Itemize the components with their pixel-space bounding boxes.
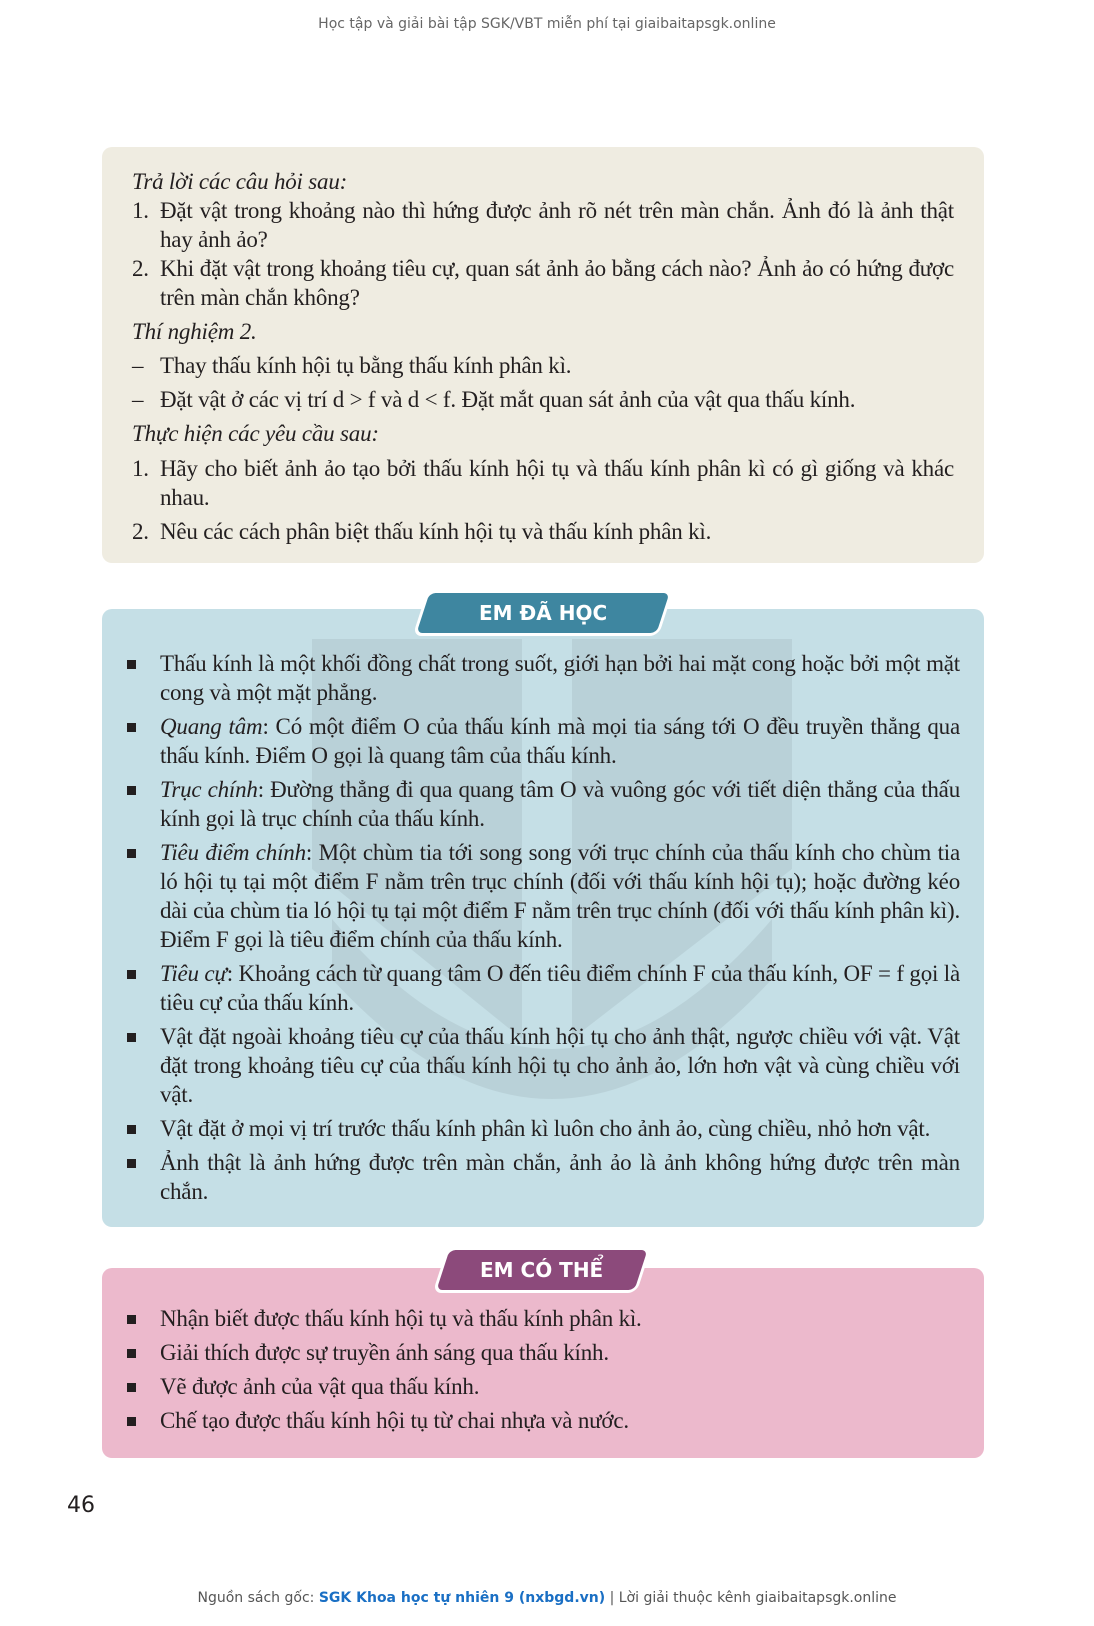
term: Tiêu điểm chính [160,840,306,865]
bullet-square [126,838,160,954]
can-list [126,1304,960,1440]
requirement-number: 1. [132,456,149,481]
page-number: 46 [67,1493,95,1518]
requirement-item [132,517,954,546]
list-item [126,649,960,707]
can-box [102,1268,984,1458]
bullet-square [126,1304,160,1333]
item-text: Nhận biết được thấu kính hội tụ và thấu kính phân kì. [160,1306,642,1331]
term: Tiêu cự [160,961,227,986]
footer-prefix: Nguồn sách gốc: [197,1590,319,1606]
list-item [126,1022,960,1109]
bullet-square [126,959,160,1017]
bullet-square [126,1372,160,1401]
step-text: Thay thấu kính hội tụ bằng thấu kính phân kì. [160,353,572,378]
list-item-text [160,712,960,770]
list-item [126,959,960,1017]
list-item [126,1148,960,1206]
list-item [126,775,960,833]
learned-title-tab [417,593,670,633]
item-text: : Khoảng cách từ quang tâm O đến tiêu điểm chính F của thấu kính, OF = f gọi là tiêu cự của thấu kính. [160,961,960,1015]
bullet-square [126,1338,160,1367]
item-text: : Có một điểm O của thấu kính mà mọi tia sáng tới O đều truyền thẳng qua thấu kính. Điểm O gọi là quang tâm của thấu kính. [160,714,960,768]
tasks-intro: Trả lời các câu hỏi sau: [132,169,348,194]
bullet-square [126,1022,160,1109]
item-text: Vật đặt ngoài khoảng tiêu cự của thấu kính hội tụ cho ảnh thật, ngược chiều với vật. Vật đặt trong khoảng tiêu cự của thấu kính hội tụ cho ảnh ảo, lớn hơn vật và cùng chiều với vật. [160,1024,960,1107]
question-number: 1. [132,198,149,223]
bullet-square [126,775,160,833]
item-text: Chế tạo được thấu kính hội tụ từ chai nhựa và nước. [160,1408,629,1433]
list-item [126,1304,960,1333]
requirement-text: Nêu các cách phân biệt thấu kính hội tụ và thấu kính phân kì. [160,519,712,544]
item-text: Thấu kính là một khối đồng chất trong suốt, giới hạn bởi hai mặt cong hoặc bởi một mặt cong và một mặt phẳng. [160,651,960,705]
list-item [126,712,960,770]
list-item-text [160,1114,960,1143]
requirement-number: 2. [132,519,149,544]
list-item-text [160,775,960,833]
bullet-square [126,649,160,707]
term: Quang tâm [160,714,263,739]
can-title: EM CÓ THỂ [480,1258,604,1282]
step-item [132,385,954,414]
item-text: Vẽ được ảnh của vật qua thấu kính. [160,1374,480,1399]
bullet-square [126,1114,160,1143]
step-dash: – [132,387,144,412]
item-text: Ảnh thật là ảnh hứng được trên màn chắn, ảnh ảo là ảnh không hứng được trên màn chắn. [160,1150,960,1204]
question-item [132,254,954,312]
page-header: Học tập và giải bài tập SGK/VBT miễn phí tại giaibaitapsgk.online [318,16,776,32]
source-link[interactable]: SGK Khoa học tự nhiên 9 (nxbgd.vn) [318,1590,606,1606]
footer-suffix: | Lời giải thuộc kênh giaibaitapsgk.online [605,1590,897,1606]
bullet-square [126,1148,160,1206]
step-dash: – [132,353,144,378]
tasks-box [102,147,984,563]
list-item-text [160,1148,960,1206]
learned-box [102,609,984,1227]
experiment-title: Thí nghiệm 2. [132,319,257,344]
requirement-text: Hãy cho biết ảnh ảo tạo bởi thấu kính hội tụ và thấu kính phân kì có gì giống và khác nhau. [160,456,954,510]
bullet-square [126,712,160,770]
question-item [132,196,954,254]
list-item [126,1372,960,1401]
learned-title: EM ĐÃ HỌC [478,601,608,625]
item-text: Vật đặt ở mọi vị trí trước thấu kính phân kì luôn cho ảnh ảo, cùng chiều, nhỏ hơn vật. [160,1116,931,1141]
requirement-item [132,454,954,512]
requirements-intro: Thực hiện các yêu cầu sau: [132,421,379,446]
list-item-text [160,959,960,1017]
term: Trục chính [160,777,258,802]
question-text: Đặt vật trong khoảng nào thì hứng được ảnh rõ nét trên màn chắn. Ảnh đó là ảnh thật hay ảnh ảo? [160,198,954,252]
item-text: Giải thích được sự truyền ánh sáng qua thấu kính. [160,1340,609,1365]
step-text: Đặt vật ở các vị trí d > f và d < f. Đặt mắt quan sát ảnh của vật qua thấu kính. [160,387,856,412]
list-item [126,1338,960,1367]
question-text: Khi đặt vật trong khoảng tiêu cự, quan sát ảnh ảo bằng cách nào? Ảnh ảo có hứng được trên màn chắn không? [160,256,954,310]
list-item-text [160,649,960,707]
list-item [126,838,960,954]
can-title-tab [437,1250,648,1290]
item-text: : Đường thẳng đi qua quang tâm O và vuông góc với tiết diện thẳng của thấu kính gọi là trục chính của thấu kính. [160,777,960,831]
page-footer [0,1590,1094,1606]
step-item [132,351,954,380]
item-text: : Một chùm tia tới song song với trục chính của thấu kính cho chùm tia ló hội tụ tại một điểm F nằm trên trục chính (đối với thấu kính hội tụ); hoặc đường kéo dài của chùm tia ló hội tụ tại một điểm F nằm trên trục chính (đối với thấu kính phân kì). Điểm F gọi là tiêu điểm chính của thấu kính. [160,840,960,952]
learned-list [126,649,960,1211]
list-item-text [160,838,960,954]
list-item [126,1406,960,1435]
bullet-square [126,1406,160,1435]
list-item [126,1114,960,1143]
question-number: 2. [132,256,149,281]
list-item-text [160,1022,960,1109]
